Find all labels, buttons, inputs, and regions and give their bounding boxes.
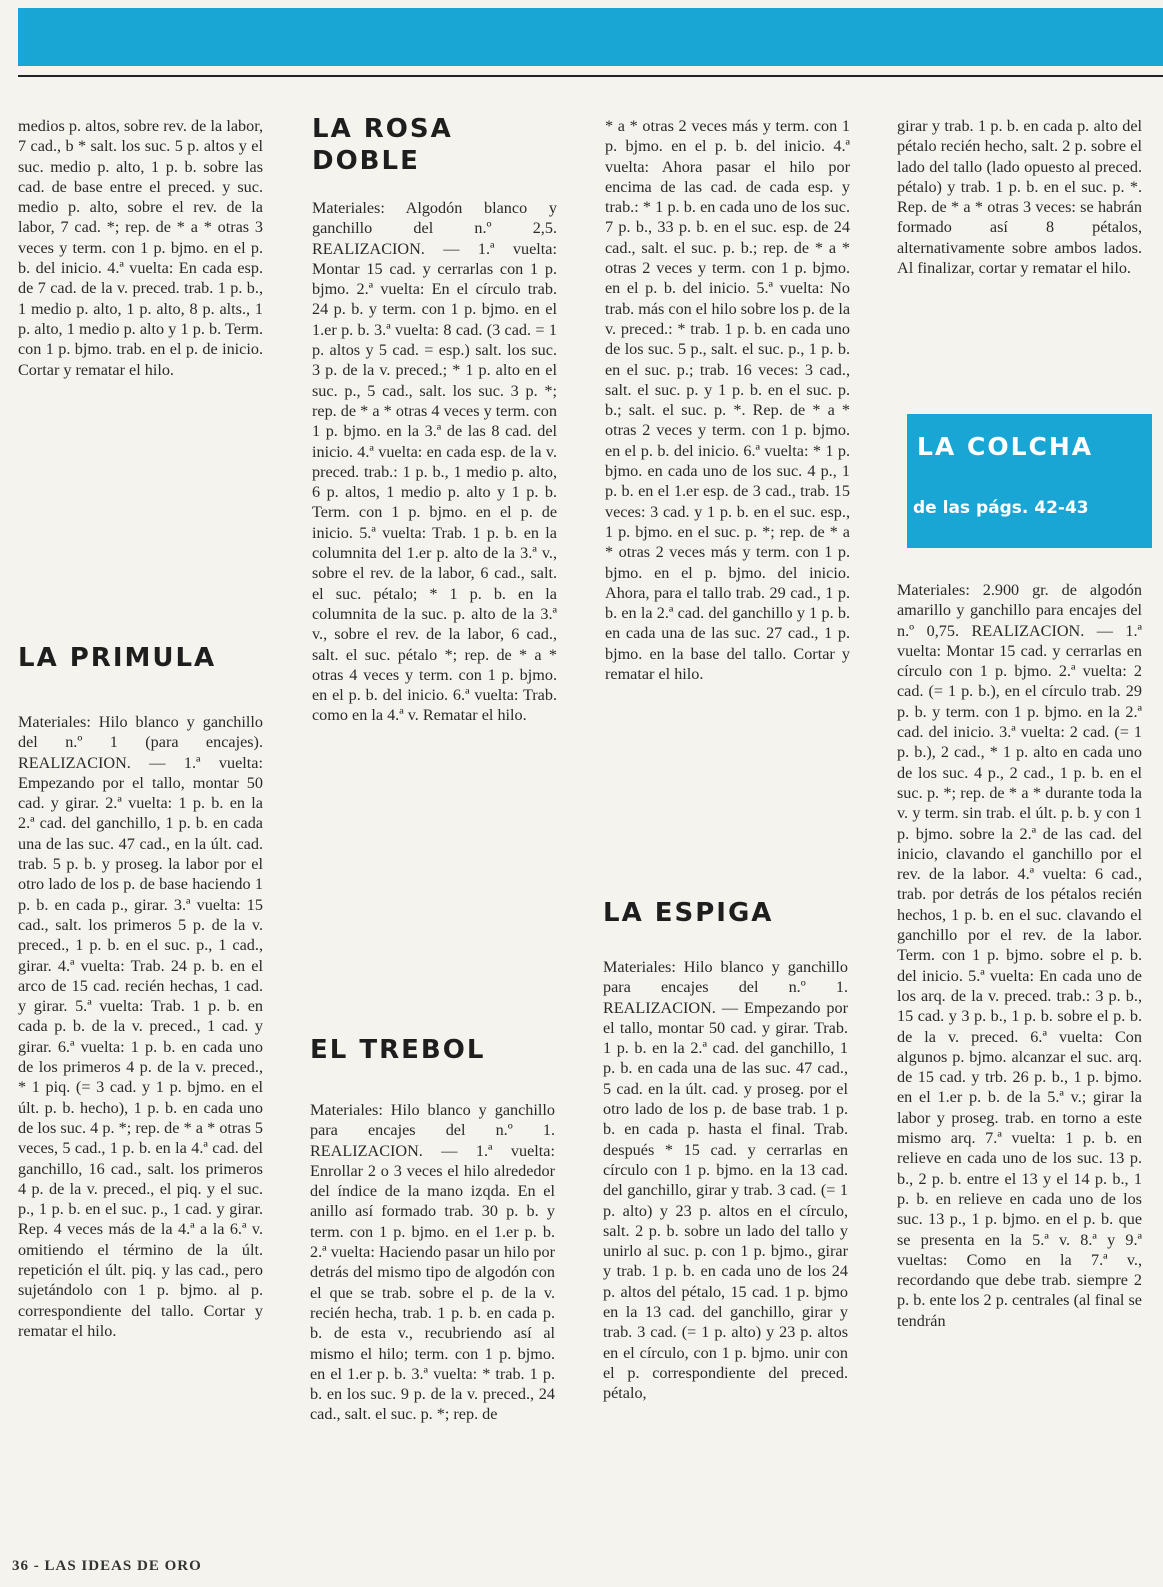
colcha-subtitle: de las págs. 42-43 — [913, 498, 1089, 518]
espiga-end-text: girar y trab. 1 p. b. en cada p. alto del pétalo recién hecho, salt. 2 p. sobre el lado del tallo (lado opuesto al preced. pétalo) y trab. 1 p. b. en el suc. p. *. Rep. de * a * otras 3 veces: se habrán formado así 8 pétalos, alternativamente sobre ambos lados. Al finalizar, cortar y rematar el hilo. — [897, 117, 1142, 278]
rosa-title-line-2: DOBLE — [312, 146, 420, 176]
page-footer: 36 - LAS IDEAS DE ORO — [12, 1558, 202, 1574]
rosa-doble-title — [312, 113, 453, 177]
trebol-text: Materiales: Hilo blanco y ganchillo para encajes del n.º 1. REALIZACION. — 1.ª vuelta: Enrollar 2 o 3 veces el hilo alrededor del índice de la mano izqda. En el anillo así formado trab. 30 p. b. y term. con 1 p. bjmo. en el 1.er p. b. 2.ª vuelta: Haciendo pasar un hilo por detrás del mismo tipo de algodón con el que se trab. sobre el p. de la v. recién hecha, trab. 1 p. b. en cada p. b. de esta v., recubriendo así al mismo el hilo; term. con 1 p. bjmo. en el 1.er p. b. 3.ª vuelta: * trab. 1 p. b. en los suc. 9 p. de la v. preced., 24 cad., salt. el suc. p. *; rep. de — [310, 1101, 555, 1424]
espiga-text: Materiales: Hilo blanco y ganchillo para encajes del n.º 1. REALIZACION. — Empezando por el tallo, montar 50 cad. y girar. Trab. 1 p. b. en la 2.ª cad. del ganchillo, 1 p. b. en cada una de las suc. 47 cad., 5 cad. en la últ. cad. y proseg. por el otro lado de los p. de base trab. 1 p. b. en cada p. hasta el final. Trab. después * 15 cad. y cerrarlas en círculo con 1 p. bjmo. en la 13 cad. del ganchillo, girar y trab. 3 cad. (= 1 p. alto) y 23 p. altos en el círculo, salt. 2 p. b. sobre un lado del tallo y unirlo al suc. p. con 1 p. bjmo., girar y trab. 1 p. b. en cada uno de los 24 p. altos del pétalo, 15 cad. 1 p. bjmo en la 13 cad. del ganchillo, girar y trab. 3 cad. (= 1 p. alto) y 23 p. altos en el círculo, con 1 p. bjmo. unir con el p. correspondiente del preced. pétalo, — [603, 958, 848, 1403]
rosa-doble-section — [312, 198, 557, 726]
trebol-title: EL TREBOL — [310, 1035, 486, 1065]
colcha-text: Materiales: 2.900 gr. de algodón amarillo y ganchillo para encajes del n.º 0,75. REALIZACION. — 1.ª vuelta: Montar 15 cad. y cerrarlas en círculo con 1 p. bjmo. 2.ª vuelta: 2 cad. (= 1 p. b.), en el círculo trab. 29 p. b. y term. con 1 p. bjmo. en la 2.ª cad. del inicio. 3.ª vuelta: 2 cad. (= 1 p. b.), 2 cad., * 1 p. alto en cada uno de los suc. 4 p., 2 cad., 1 p. b. en el suc. p. *; rep. de * a * durante toda la v. y term. sin trab. el últ. p. b. y con 1 p. bjmo. sobre la 2.ª de las cad. del inicio, clavando el ganchillo por el rev. de la labor. 4.ª vuelta: 6 cad., trab. por detrás de los pétalos recién hechos, 1 p. b. en el suc. clavando el ganchillo por el rev. de la labor. Term. con 1 p. bjmo. sobre el p. b. del inicio. 5.ª vuelta: En cada uno de los arq. de la v. preced. trab.: 3 p. b., 15 cad. y 3 p. b., 1 p. b. sobre el p. b. de la v. preced. 6.ª vuelta: Con algunos p. bjmo. alcanzar el suc. arq. de 15 cad. y trb. 26 p. b., 1 p. bjmo. en el 1.er p. b. de la 5.ª v.; girar la labor y proseg. trab. en torno a este mismo arq. 7.ª vuelta: 1 p. b. en relieve en cada uno de los suc. 13 p. b., 2 p. b. entre el 13 y el 14 p. b., 1 p. b. en relieve en cada uno de los suc. 13 p., 1 p. bjmo. en el p. b. que se presenta en la 5.ª v. 8.ª y 9.ª vueltas: Como en la 7.ª v., recordando que debe trab. siempre 2 p. b. ente los 2 p. centrales (al final se tendrán — [897, 581, 1142, 1330]
colcha-heading-box — [907, 414, 1152, 548]
primula-title: LA PRIMULA — [18, 643, 217, 673]
rosa-title-line-1: LA ROSA — [312, 114, 453, 144]
header-rule — [18, 75, 1163, 77]
primula-end-text: medios p. altos, sobre rev. de la labor, 7 cad., b * salt. los suc. 5 p. altos y el suc. medio p. alto, 1 p. b. sobre las cad. de base entre el preced. y suc. medio p. alto, sobre el rev. de la labor, 7 cad. *; rep. de * a * otras 3 veces y term. con 1 p. bjmo. en el p. b. del inicio. 4.ª vuelta: En cada esp. de 7 cad. de la v. preced. trab. 1 p. b., 1 medio p. alto, 1 p. alto, 8 p. alts., 1 p. alto, 1 medio p. alto y 1 p. b. Term. con 1 p. bjmo. trab. en el p. de inicio. Cortar y rematar el hilo. — [18, 117, 263, 379]
column-1-top — [18, 116, 263, 380]
colcha-title: LA COLCHA — [917, 432, 1094, 461]
trebol-continued-text: * a * otras 2 veces más y term. con 1 p. bjmo. en el p. b. del inicio. 4.ª vuelta: Ahora pasar el hilo por encima de las cad. de cada esp. y trab.: * 1 p. b. en cada uno de los suc. 7 p. b., 33 p. b. en el suc. esp. de 24 cad., salt. el suc. p. b.; rep. de * a * otras 2 veces y term. con 1 p. bjmo. en el p. b. del inicio. 5.ª vuelta: No trab. más con el hilo sobre los p. de la v. preced.: * trab. 1 p. b. en cada uno de los suc. 5 p., salt. el suc. p., 1 p. b. en el suc. p.; trab. 16 veces: 3 cad., salt. el suc. p. y 1 p. b. en el suc. p. b.; salt. el suc. p. *. Rep. de * a * otras 2 veces y term. con 1 p. bjmo. en el p. b. del inicio. 6.ª vuelta: * 1 p. bjmo. en cada uno de los suc. 4 p., 1 p. b. en el 1.er esp. de 3 cad., trab. 15 veces: 3 cad. y 1 p. b. en el suc. esp., 1 p. bjmo. en el suc. p. *; rep. de * a * otras 2 veces más y term. con 1 p. bjmo. en el p. bjmo. del inicio. Ahora, para el tallo trab. 29 cad., 1 p. b. en la 2.ª cad. del ganchillo y 1 p. b. en cada una de las suc. 27 cad., 1 p. bjmo. en la base del tallo. Cortar y rematar el hilo. — [605, 117, 851, 684]
trebol-section — [310, 1100, 555, 1425]
espiga-title: LA ESPIGA — [603, 898, 774, 928]
rosa-doble-text: Materiales: Algodón blanco y ganchillo del n.º 2,5. REALIZACION. — 1.ª vuelta: Montar 15 cad. y cerrarlas con 1 p. bjmo. 2.ª vuelta: En el círculo trab. 24 p. b. y term. con 1 p. bjmo. en el 1.er p. b. 3.ª vuelta: 8 cad. (3 cad. = 1 p. altos y 5 cad. = esp.) salt. los suc. 3 p. de la v. preced.; * 1 p. alto en el suc. p., 5 cad., salt. los suc. 3 p. *; rep. de * a * otras 4 veces y term. con 1 p. bjmo. en la 3.ª de las 8 cad. del inicio. 4.ª vuelta: en cada esp. de la v. preced. trab.: 1 p. b., 1 medio p. alto, 6 p. altos, 1 medio p. alto y 1 p. b. Term. con 1 p. bjmo. en el p. de inicio. 5.ª vuelta: Trab. 1 p. b. en la columnita del 1.er p. alto de la 3.ª v., sobre el rev. de la labor, 6 cad., salt. el suc. pétalo; * 1 p. b. en la columnita de la suc. p. alto de la 3.ª v., sobre el rev. de la labor, 6 cad., salt. el suc. pétalo *; rep. de * a * otras 4 veces y term. con 1 p. bjmo. en el p. b. del inicio. 6.ª vuelta: Trab. como en la 4.ª v. Rematar el hilo. — [312, 199, 557, 725]
colcha-section — [897, 580, 1142, 1331]
top-color-banner — [18, 8, 1163, 66]
espiga-section — [603, 957, 848, 1404]
column-4-top — [897, 116, 1142, 278]
primula-text: Materiales: Hilo blanco y ganchillo del n.º 1 (para encajes). REALIZACION. — 1.ª vuelta: Empezando por el tallo, montar 50 cad. y girar. 2.ª vuelta: 1 p. b. en la 2.ª cad. del ganchillo, 1 p. b. en cada una de las suc. 47 cad., en la últ. cad. trab. 5 p. b. y proseg. la labor por el otro lado de los p. de base haciendo 1 p. b. en cada p., girar. 3.ª vuelta: 15 cad., salt. los primeros 5 p. de la v. preced., 1 p. b. en el suc. p., 1 cad., girar. 4.ª vuelta: Trab. 24 p. b. en el arco de 15 cad. recién hechas, 1 cad. y girar. 5.ª vuelta: Trab. 1 p. b. en cada p. b. de la v. preced., 1 cad. y girar. 6.ª vuelta: 1 p. b. en cada uno de los primeros 4 p. de la v. preced., * 1 piq. (= 3 cad. y 1 p. bjmo. en el últ. p. b. hecho), 1 p. b. en cada uno de los suc. 4 p. *; rep. de * a * otras 5 veces, 5 cad., 1 p. b. en la 4.ª cad. del ganchillo, 16 cad., salt. los primeros 4 p. de la v. preced., el piq. y el suc. p., 1 p. b. en el suc. p., 1 cad. y girar. Rep. 4 veces más de la 4.ª a la 6.ª v. omitiendo el término de la últ. repetición el últ. piq. y las cad., pero sujetándolo con 1 p. bjmo. al p. correspondiente del tallo. Cortar y rematar el hilo. — [18, 713, 263, 1340]
column-3-top — [605, 116, 850, 684]
primula-section — [18, 712, 263, 1341]
